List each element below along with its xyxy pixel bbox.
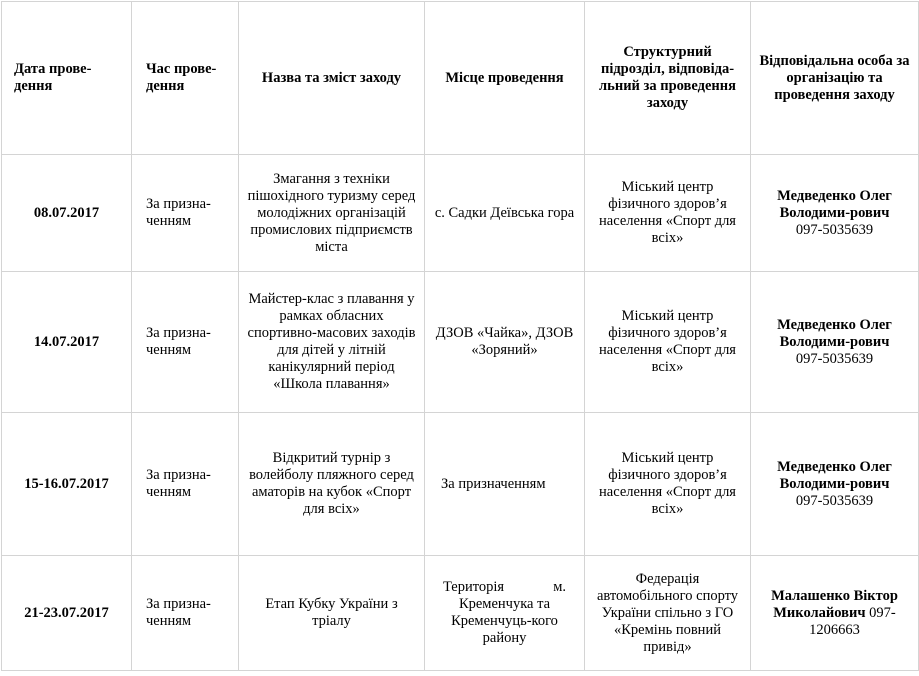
row-date-text: 08.07.2017	[33, 204, 100, 221]
row-unit	[585, 155, 751, 272]
row-unit-text: Міський центр фізичного здоров’я населення «Спорт для всіх»	[599, 308, 736, 375]
row-unit	[585, 272, 751, 413]
row-place	[425, 155, 585, 272]
place-part-a: Територія	[443, 579, 505, 595]
row-name	[239, 413, 425, 556]
header-person-text: Відповідальна особа за організацію та проведення заходу	[759, 52, 910, 103]
row-time	[132, 413, 239, 556]
row-date	[2, 155, 132, 272]
row-name-text: Відкритий турнір з волейболу пляжного серед аматорів на кубок «Спорт для всіх»	[249, 450, 414, 517]
row-place-text: ДЗОВ «Чайка», ДЗОВ «Зоряний»	[435, 325, 574, 358]
header-date-text: Дата прове-дення	[14, 61, 92, 94]
row-place-text: с. Садки Деївська гора	[434, 204, 575, 221]
row-place-text: За призначенням	[441, 475, 546, 492]
row-place	[425, 272, 585, 413]
person-phone: 097-5035639	[795, 350, 874, 367]
header-time-text: Час прове-дення	[146, 61, 217, 94]
header-date	[2, 2, 132, 155]
row-unit-text: Міський центр фізичного здоров’я населення «Спорт для всіх»	[599, 179, 736, 246]
row-date-text: 15-16.07.2017	[24, 475, 109, 492]
row-name-text: Змагання з техніки пішохідного туризму серед молодіжних організацій промислових підприємств міста	[247, 170, 416, 255]
row-unit-text: Федерація автомобільного спорту України спільно з ГО «Кремінь повний привід»	[596, 570, 739, 655]
row-person	[751, 155, 919, 272]
header-unit-text: Структурний підрозділ, відповіда-льний за проведення заходу	[599, 44, 736, 111]
row-time	[132, 272, 239, 413]
row-time-text: За призна-ченням	[146, 596, 211, 629]
table-row	[2, 155, 919, 272]
row-date	[2, 556, 132, 671]
header-unit	[585, 2, 751, 155]
person-name: Малашенко Віктор Миколайович	[771, 587, 898, 621]
header-name	[239, 2, 425, 155]
person-phone: 097-5035639	[795, 492, 874, 509]
row-time-text: За призна-ченням	[146, 467, 211, 500]
person-phone: 097-1206663	[809, 604, 896, 638]
events-table	[1, 1, 919, 671]
row-time-text: За призна-ченням	[146, 325, 211, 358]
person-name: Медведенко Олег Володими-рович	[777, 187, 892, 221]
row-unit-text: Міський центр фізичного здоров’я населення «Спорт для всіх»	[599, 450, 736, 517]
row-unit	[585, 556, 751, 671]
table-row	[2, 272, 919, 413]
row-name	[239, 556, 425, 671]
row-person	[751, 556, 919, 671]
row-name-text: Майстер-клас з плавання у рамках обласних спортивно-масових заходів для дітей у літній канікулярний період «Школа плавання»	[247, 291, 416, 392]
row-time	[132, 155, 239, 272]
row-unit	[585, 413, 751, 556]
table-row	[2, 413, 919, 556]
row-time-text: За призна-ченням	[146, 196, 211, 229]
header-time	[132, 2, 239, 155]
row-time	[132, 556, 239, 671]
place-part-c: Кременчука та Кременчуць-кого району	[451, 596, 558, 646]
place-part-b: м.	[553, 579, 566, 595]
header-place	[425, 2, 585, 155]
row-date	[2, 413, 132, 556]
row-date	[2, 272, 132, 413]
place-first-line	[431, 579, 578, 596]
row-name	[239, 272, 425, 413]
header-name-text: Назва та зміст заходу	[261, 69, 402, 86]
row-date-text: 14.07.2017	[33, 333, 100, 350]
row-person	[751, 272, 919, 413]
person-name: Медведенко Олег Володими-рович	[777, 316, 892, 350]
table-row	[2, 556, 919, 671]
person-phone: 097-5035639	[795, 221, 874, 238]
row-place	[425, 413, 585, 556]
row-name-text: Етап Кубку України з тріалу	[265, 596, 398, 629]
table-header-row	[2, 2, 919, 155]
row-name	[239, 155, 425, 272]
row-person	[751, 413, 919, 556]
row-place	[425, 556, 585, 671]
row-date-text: 21-23.07.2017	[24, 604, 109, 621]
header-place-text: Місце проведення	[445, 69, 564, 86]
header-person	[751, 2, 919, 155]
person-name: Медведенко Олег Володими-рович	[777, 458, 892, 492]
